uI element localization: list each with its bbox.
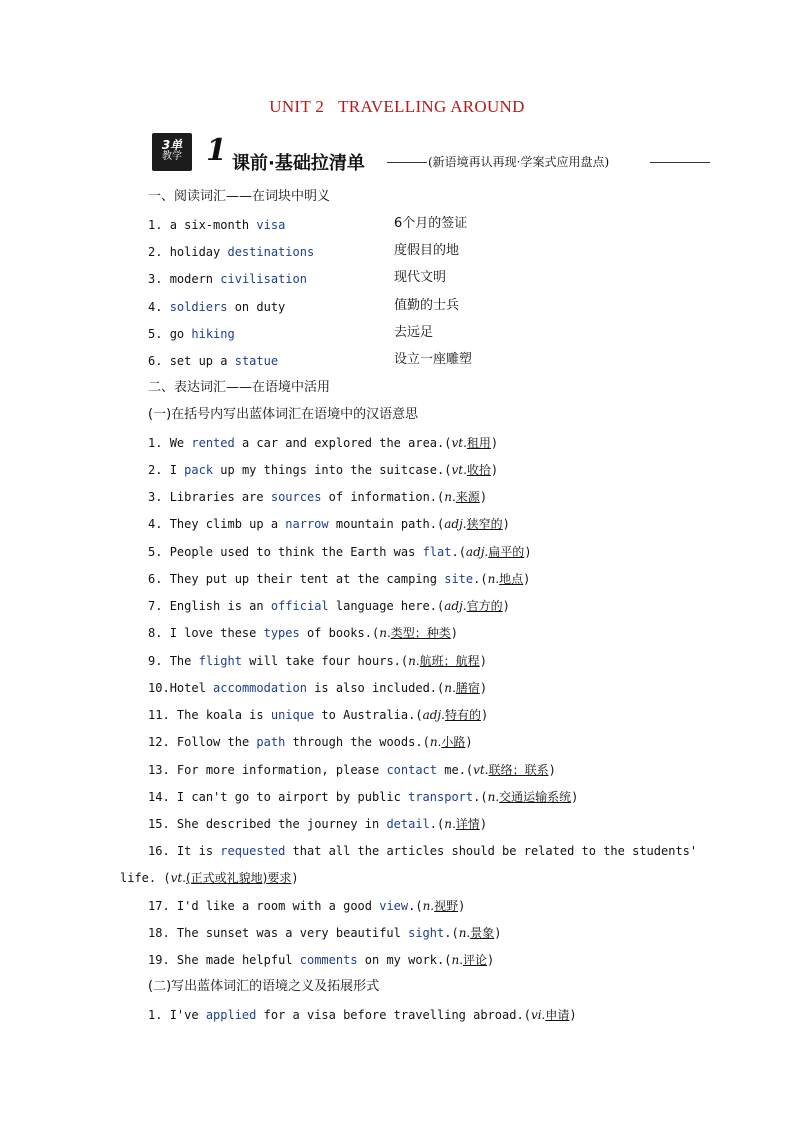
section-heading: 课前·基础拉清单 <box>232 153 365 174</box>
list-item: 3. Libraries are sources of information.(n.来源) <box>148 490 488 504</box>
list-item: 4. They climb up a narrow mountain path.(adj.狭窄的) <box>148 517 510 531</box>
banner-rule-right <box>650 162 710 163</box>
list-item: 1. a six-month visa <box>148 218 286 232</box>
badge-top: 3单 <box>161 138 183 152</box>
list-item-translation: 值勤的士兵 <box>394 298 460 313</box>
list-item: 14. I can't go to airport by public transport.(n.交通运输系统) <box>148 790 579 804</box>
section-banner <box>152 133 712 173</box>
unit-title <box>0 97 794 117</box>
list-item: 3. modern civilisation <box>148 272 307 286</box>
subsection-2-heading: (二)写出蓝体词汇的语境之义及拓展形式 <box>148 979 380 994</box>
list-item: 4. soldiers on duty <box>148 300 286 314</box>
unit-name: TRAVELLING AROUND <box>338 97 525 116</box>
list-item-translation: 去远足 <box>394 325 434 340</box>
expression-vocab-heading: 二、表达词汇——在语境中活用 <box>148 380 331 395</box>
badge-bottom: 教学 <box>162 151 182 162</box>
list-item-translation: 设立一座雕塑 <box>394 352 473 367</box>
list-item: 1. We rented a car and explored the area.(vt.租用) <box>148 436 499 450</box>
list-item: 8. I love these types of books.(n.类型；种类) <box>148 626 459 640</box>
list-item: 11. The koala is unique to Australia.(adj.特有的) <box>148 708 489 722</box>
list-item: 16. It is requested that all the articles should be related to the students' <box>148 844 698 858</box>
list-item-continuation: life. (vt.(正式或礼貌地)要求) <box>120 871 299 885</box>
reading-vocab-heading: 一、阅读词汇——在词块中明义 <box>148 189 331 204</box>
section-number: 1 <box>206 133 227 168</box>
section-note: (新语境再认再现·学案式应用盘点) <box>428 155 610 169</box>
list-item: 6. set up a statue <box>148 354 279 368</box>
unit-number: UNIT 2 <box>269 97 325 116</box>
list-item: 7. English is an official language here.(adj.官方的) <box>148 599 510 613</box>
list-item: 10.Hotel accommodation is also included.(n.膳宿) <box>148 681 488 695</box>
list-item-translation: 现代文明 <box>394 270 447 285</box>
list-item: 6. They put up their tent at the camping site.(n.地点) <box>148 572 531 586</box>
list-item: 13. For more information, please contact me.(vt.联络；联系) <box>148 763 556 777</box>
banner-rule-left <box>387 162 427 163</box>
teaching-badge <box>152 133 192 171</box>
list-item: 2. I pack up my things into the suitcase.(vt.收拾) <box>148 463 499 477</box>
list-item: 5. go hiking <box>148 327 235 341</box>
list-item-translation: 度假目的地 <box>394 243 460 258</box>
list-item-translation: 6个月的签证 <box>394 216 468 231</box>
list-item: 1. I've applied for a visa before travelling abroad.(vi.申请) <box>148 1008 577 1022</box>
list-item: 12. Follow the path through the woods.(n.小路) <box>148 735 473 749</box>
list-item: 19. She made helpful comments on my work.(n.评论) <box>148 953 495 967</box>
list-item: 15. She described the journey in detail.(n.详情) <box>148 817 488 831</box>
list-item: 9. The flight will take four hours.(n.航班；航程) <box>148 654 487 668</box>
list-item: 2. holiday destinations <box>148 245 315 259</box>
subsection-1-heading: (一)在括号内写出蓝体词汇在语境中的汉语意思 <box>148 407 419 422</box>
list-item: 5. People used to think the Earth was flat.(adj.扁平的) <box>148 545 532 559</box>
list-item: 18. The sunset was a very beautiful sight.(n.景象) <box>148 926 502 940</box>
list-item: 17. I'd like a room with a good view.(n.视野) <box>148 899 466 913</box>
